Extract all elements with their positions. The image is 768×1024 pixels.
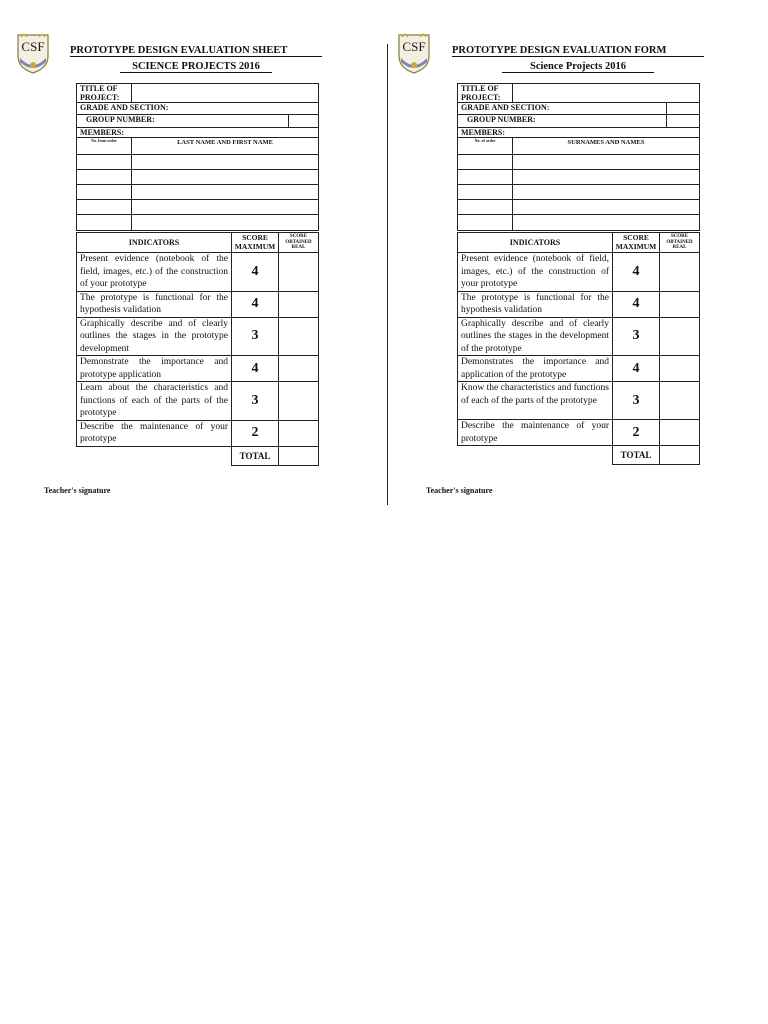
member-number-cell[interactable] [458,200,513,215]
indicator-text: Learn about the characteristics and functions of each of the parts of the prototype [77,382,232,421]
score-obtained-header: SCORE OBTAINED REAL [279,233,319,253]
group-number-label: GROUP NUMBER: [77,115,289,128]
member-name-cell[interactable] [132,215,319,231]
school-crest-logo [16,32,50,74]
teacher-signature-label: Teacher's signature [426,486,493,495]
indicator-obtained-score[interactable] [660,291,700,317]
member-name-cell[interactable] [132,155,319,170]
indicator-text: Graphically describe and of clearly outlines the stages in the prototype development [77,317,232,356]
names-header: LAST NAME AND FIRST NAME [132,138,319,155]
sheet-subtitle: Science Projects 2016 [502,61,654,73]
teacher-signature-label: Teacher's signature [44,486,111,495]
indicator-obtained-score[interactable] [660,420,700,446]
member-number-cell[interactable] [458,215,513,231]
grade-and-section-label: GRADE AND SECTION: [80,103,169,112]
indicator-text: Graphically describe and of clearly outlines the stages in the development of the prototype [458,317,613,356]
member-name-cell[interactable] [132,170,319,185]
indicator-max-score: 4 [613,356,660,382]
indicator-text: Present evidence (notebook of the field, images, etc.) of the construction of your prototype [77,253,232,292]
indicator-max-score: 3 [613,317,660,356]
indicator-text: Demonstrate the importance and prototype application [77,356,232,382]
indicator-text: The prototype is functional for the hypothesis validation [77,291,232,317]
indicator-max-score: 2 [613,420,660,446]
indicator-obtained-score[interactable] [279,253,319,292]
indicator-max-score: 4 [232,356,279,382]
total-label: TOTAL [232,446,279,465]
member-number-cell[interactable] [77,155,132,170]
order-number-header: No. from order [77,138,132,155]
indicator-obtained-score[interactable] [660,253,700,292]
logo-text: CSF [21,39,45,54]
indicator-max-score: 3 [613,382,660,420]
group-number-label: GROUP NUMBER: [458,115,667,128]
title-of-project-label: TITLE OF PROJECT: [458,84,513,103]
indicator-text: Describe the maintenance of your prototype [77,420,232,446]
indicator-max-score: 4 [613,253,660,292]
member-name-cell[interactable] [513,200,700,215]
member-number-cell[interactable] [77,200,132,215]
indicator-text: The prototype is functional for the hypothesis validation [458,291,613,317]
names-header: SURNAMES AND NAMES [513,138,700,155]
members-label: MEMBERS: [77,128,319,138]
grade-and-section-label: GRADE AND SECTION: [458,103,667,115]
project-info-table [76,83,319,231]
indicator-obtained-score[interactable] [279,317,319,356]
member-name-cell[interactable] [513,215,700,231]
grade-and-section-field[interactable] [77,103,319,115]
evaluation-sheet-right [384,0,768,510]
indicator-obtained-score[interactable] [279,291,319,317]
member-number-cell[interactable] [458,185,513,200]
project-info-table [457,83,700,231]
member-number-cell[interactable] [458,170,513,185]
blank-cell [458,446,613,465]
sheet-subtitle: SCIENCE PROJECTS 2016 [120,61,272,73]
indicator-max-score: 4 [232,291,279,317]
member-name-cell[interactable] [132,185,319,200]
indicator-max-score: 4 [232,253,279,292]
member-name-cell[interactable] [513,155,700,170]
indicator-text: Describe the maintenance of your prototype [458,420,613,446]
blank-cell [77,446,232,465]
score-obtained-header: SCORE OBTAINED REAL [660,233,700,253]
title-of-project-field[interactable] [513,84,700,103]
title-of-project-field[interactable] [132,84,319,103]
member-name-cell[interactable] [513,185,700,200]
score-maximum-header: SCORE MAXIMUM [613,233,660,253]
members-label: MEMBERS: [458,128,700,138]
total-score-field[interactable] [279,446,319,465]
indicator-text: Know the characteristics and functions of each of the parts of the prototype [458,382,613,420]
total-label: TOTAL [613,446,660,465]
sheet-title: PROTOTYPE DESIGN EVALUATION SHEET [70,45,322,57]
indicator-text: Demonstrates the importance and application of the prototype [458,356,613,382]
indicator-obtained-score[interactable] [279,420,319,446]
logo-text: CSF [402,39,426,54]
indicator-text: Present evidence (notebook of field, images, etc.) of the construction of your prototype [458,253,613,292]
indicator-max-score: 2 [232,420,279,446]
score-maximum-header: SCORE MAXIMUM [232,233,279,253]
school-crest-logo [397,32,431,74]
member-name-cell[interactable] [513,170,700,185]
indicator-obtained-score[interactable] [279,382,319,421]
grade-and-section-field[interactable] [667,103,700,115]
member-number-cell[interactable] [77,215,132,231]
indicators-header: INDICATORS [77,233,232,253]
indicator-max-score: 3 [232,317,279,356]
indicator-obtained-score[interactable] [279,356,319,382]
group-number-field[interactable] [667,115,700,128]
indicator-obtained-score[interactable] [660,356,700,382]
scores-table [457,232,700,465]
total-score-field[interactable] [660,446,700,465]
member-number-cell[interactable] [77,185,132,200]
indicator-obtained-score[interactable] [660,382,700,420]
sheet-title: PROTOTYPE DESIGN EVALUATION FORM [452,45,704,57]
indicator-obtained-score[interactable] [660,317,700,356]
member-number-cell[interactable] [77,170,132,185]
evaluation-sheet-left [0,0,384,510]
member-number-cell[interactable] [458,155,513,170]
group-number-field[interactable] [288,115,318,128]
scores-table [76,232,319,466]
member-name-cell[interactable] [132,200,319,215]
indicator-max-score: 3 [232,382,279,421]
indicators-header: INDICATORS [458,233,613,253]
title-of-project-label: TITLE OF PROJECT: [77,84,132,103]
indicator-max-score: 4 [613,291,660,317]
order-number-header: No. of order [458,138,513,155]
